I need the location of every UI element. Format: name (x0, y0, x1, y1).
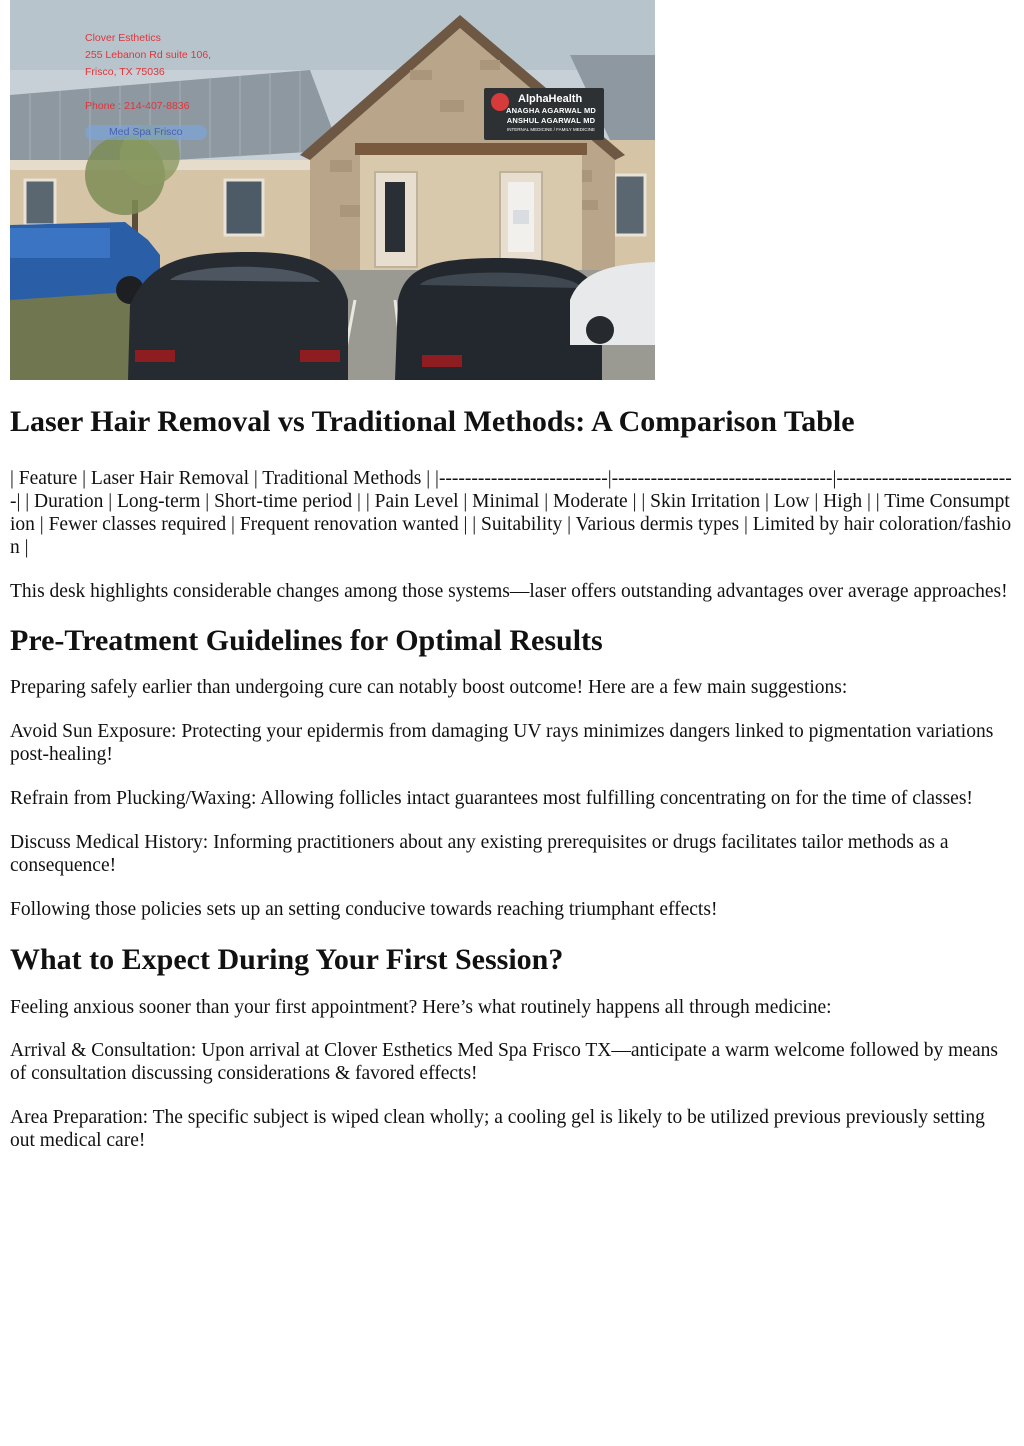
spa-pill-label: Med Spa Frisco (85, 125, 207, 140)
tip-sun-exposure: Avoid Sun Exposure: Protecting your epidermis from damaging UV rays minimizes dangers linked to pigmentation variations post-healing! (10, 721, 994, 765)
step-area-preparation: Area Preparation: The specific subject is wiped clean wholly; a cooling gel is likely to be utilized previous previously setting out medical care! (10, 1107, 985, 1151)
address-line-2: Frisco, TX 75036 (85, 66, 165, 78)
pretreatment-heading: Pre-Treatment Guidelines for Optimal Results (10, 624, 603, 657)
tip-plucking-waxing: Refrain from Plucking/Waxing: Allowing follicles intact guarantees most fulfilling concentrating on for the time of classes! (10, 788, 973, 809)
sign-specialty: INTERNAL MEDICINE / FAMILY MEDICINE (507, 127, 595, 132)
phone-number: Phone : 214-407-8836 (85, 100, 190, 112)
article-page (10, 0, 1014, 1152)
address-line-1: 255 Lebanon Rd suite 106, (85, 49, 212, 61)
clinic-sign (496, 93, 606, 133)
sign-brand: AlphaHealth (518, 93, 583, 105)
sign-doctor-1: ANAGHA AGARWAL MD (505, 106, 597, 115)
comparison-summary: This desk highlights considerable changes among those systems—laser offers outstanding advantages over average approaches! (10, 581, 1008, 602)
tip-medical-history: Discuss Medical History: Informing practitioners about any existing prerequisites or drugs facilitates tailor methods as a consequence! (10, 832, 949, 876)
comparison-table-text: | Feature | Laser Hair Removal | Traditional Methods | |--------------------------|----------------------------------|----------------------------| | Duration | Long-term | Short-time period | | Pain Level | Minimal | Moderate | | Skin Irritation | Low | High | | Time Consumption | Fewer classes required | Frequent renovation wanted | | Suitability | Various dermis types | Limited by hair coloration/fashion | (10, 468, 1012, 558)
first-session-heading: What to Expect During Your First Session? (10, 943, 564, 976)
business-info-overlay (85, 30, 211, 141)
first-session-intro: Feeling anxious sooner than your first appointment? Here’s what routinely happens all through medicine: (10, 997, 832, 1018)
storefront-photo (10, 0, 655, 380)
step-arrival-consultation: Arrival & Consultation: Upon arrival at Clover Esthetics Med Spa Frisco TX—anticipate a warm welcome followed by means of consultation discussing considerations & favored effects! (10, 1040, 998, 1084)
sign-doctor-2: ANSHUL AGARWAL MD (506, 116, 596, 125)
pretreatment-intro: Preparing safely earlier than undergoing cure can notably boost outcome! Here are a few main suggestions: (10, 677, 848, 698)
business-name: Clover Esthetics (85, 32, 161, 44)
pretreatment-closing: Following those policies sets up an setting conducive towards reaching triumphant effects! (10, 899, 718, 920)
comparison-heading: Laser Hair Removal vs Traditional Methods: A Comparison Table (10, 405, 855, 438)
